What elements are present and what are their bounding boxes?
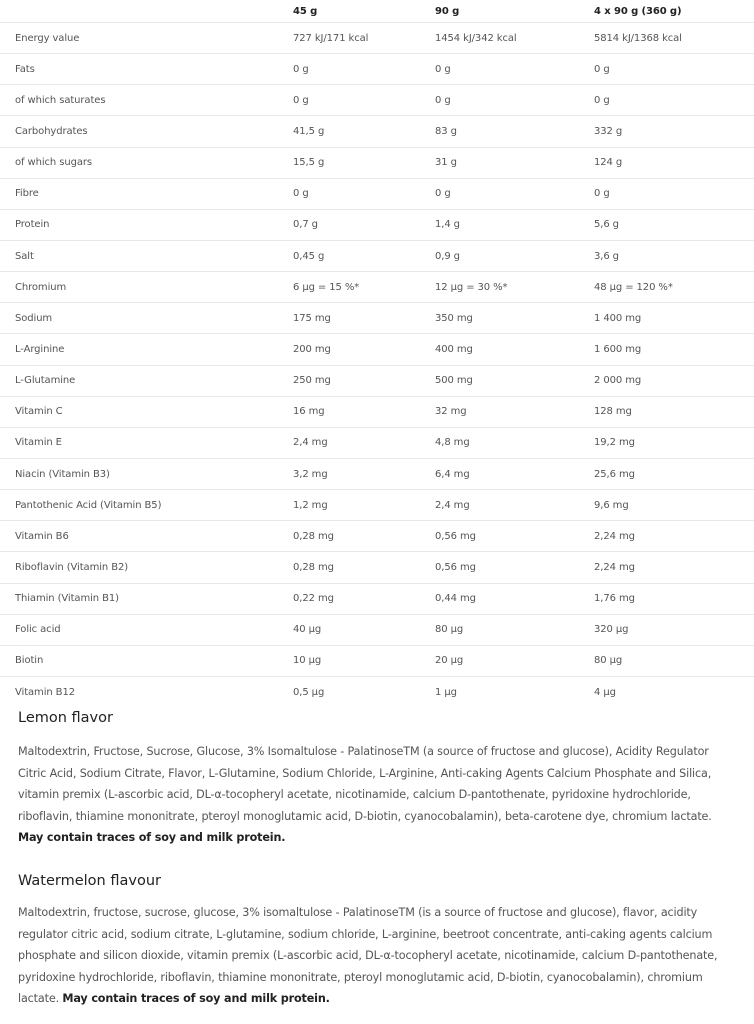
lemon-flavor-title: Lemon flavor	[18, 710, 113, 726]
nutrient-value-cell: 0 g	[435, 94, 451, 106]
nutrient-name-cell: Energy value	[15, 32, 80, 44]
nutrient-value-cell: 40 µg	[293, 624, 322, 636]
table-row	[0, 303, 754, 334]
nutrient-value-cell: 250 mg	[293, 375, 331, 387]
nutrient-value-cell: 0 g	[435, 188, 451, 200]
nutrient-value-cell: 0 g	[594, 63, 610, 75]
nutrient-value-cell: 3,6 g	[594, 250, 619, 262]
nutrient-value-cell: 0,28 mg	[293, 561, 334, 573]
header-cell-90g: 90 g	[435, 5, 460, 17]
nutrient-name-cell: Vitamin E	[15, 437, 62, 449]
nutrient-value-cell: 0,9 g	[435, 250, 460, 262]
nutrient-value-cell: 83 g	[435, 125, 457, 137]
nutrient-value-cell: 12 µg = 30 %*	[435, 281, 508, 293]
header-cell-45g: 45 g	[293, 5, 318, 17]
nutrient-name-cell: Riboflavin (Vitamin B2)	[15, 561, 129, 573]
nutrient-value-cell: 25,6 mg	[594, 468, 635, 480]
nutrient-value-cell: 5814 kJ/1368 kcal	[594, 32, 682, 44]
nutrient-value-cell: 0,44 mg	[435, 593, 476, 605]
nutrient-value-cell: 2,4 mg	[293, 437, 328, 449]
nutrient-value-cell: 124 g	[594, 157, 623, 169]
nutrient-name-cell: Vitamin C	[15, 406, 63, 418]
nutrient-value-cell: 15,5 g	[293, 157, 325, 169]
nutrient-value-cell: 0,56 mg	[435, 530, 476, 542]
nutrient-value-cell: 1454 kJ/342 kcal	[435, 32, 517, 44]
watermelon-allergen-note: May contain traces of soy and milk protein.	[62, 992, 330, 1005]
lemon-ingredients	[18, 741, 740, 849]
nutrient-name-cell: L-Arginine	[15, 343, 65, 355]
nutrient-name-cell: Carbohydrates	[15, 125, 88, 137]
table-row	[0, 521, 754, 552]
table-row	[0, 179, 754, 210]
nutrient-name-cell: L-Glutamine	[15, 375, 76, 387]
nutrient-name-cell: Salt	[15, 250, 34, 262]
nutrient-value-cell: 0,28 mg	[293, 530, 334, 542]
nutrient-value-cell: 500 mg	[435, 375, 473, 387]
header-cell-360g: 4 x 90 g (360 g)	[594, 5, 682, 17]
nutrient-name-cell: Vitamin B6	[15, 530, 69, 542]
watermelon-flavor-title: Watermelon flavour	[18, 873, 161, 889]
nutrient-value-cell: 31 g	[435, 157, 457, 169]
table-row	[0, 272, 754, 303]
nutrient-value-cell: 6 µg = 15 %*	[293, 281, 360, 293]
nutrient-value-cell: 0,22 mg	[293, 593, 334, 605]
nutrient-value-cell: 0,45 g	[293, 250, 325, 262]
nutrient-name-cell: Niacin (Vitamin B3)	[15, 468, 110, 480]
table-header-row	[0, 0, 754, 23]
nutrient-value-cell: 0,5 µg	[293, 687, 325, 699]
nutrient-value-cell: 6,4 mg	[435, 468, 470, 480]
nutrient-name-cell: Chromium	[15, 281, 67, 293]
table-row	[0, 677, 754, 708]
nutrient-value-cell: 2,24 mg	[594, 561, 635, 573]
nutrient-value-cell: 3,2 mg	[293, 468, 328, 480]
nutrient-name-cell: Sodium	[15, 312, 53, 324]
table-row	[0, 366, 754, 397]
nutrient-name-cell: Folic acid	[15, 624, 61, 636]
nutrient-name-cell: of which saturates	[15, 94, 106, 106]
nutrient-value-cell: 4,8 mg	[435, 437, 470, 449]
table-row	[0, 615, 754, 646]
nutrient-value-cell: 400 mg	[435, 343, 473, 355]
nutrient-value-cell: 2 000 mg	[594, 375, 642, 387]
nutrient-name-cell: Fats	[15, 63, 35, 75]
nutrient-value-cell: 1,76 mg	[594, 593, 635, 605]
nutrient-value-cell: 48 µg = 120 %*	[594, 281, 673, 293]
nutrient-value-cell: 19,2 mg	[594, 437, 635, 449]
table-row	[0, 584, 754, 615]
table-body	[0, 23, 754, 708]
table-row	[0, 241, 754, 272]
nutrient-name-cell: Fibre	[15, 188, 39, 200]
nutrient-value-cell: 80 µg	[594, 655, 623, 667]
table-row	[0, 148, 754, 179]
nutrient-value-cell: 1,2 mg	[293, 499, 328, 511]
nutrient-value-cell: 0 g	[293, 63, 309, 75]
lemon-allergen-note: May contain traces of soy and milk protein.	[18, 831, 286, 844]
nutrient-value-cell: 1,4 g	[435, 219, 460, 231]
table-row	[0, 116, 754, 147]
nutrient-value-cell: 175 mg	[293, 312, 331, 324]
table-row	[0, 210, 754, 241]
nutrient-name-cell: Pantothenic Acid (Vitamin B5)	[15, 499, 162, 511]
nutrient-value-cell: 41,5 g	[293, 125, 325, 137]
table-row	[0, 459, 754, 490]
nutrient-value-cell: 320 µg	[594, 624, 629, 636]
nutrient-value-cell: 32 mg	[435, 406, 467, 418]
nutrient-value-cell: 0,56 mg	[435, 561, 476, 573]
nutrient-name-cell: Biotin	[15, 655, 44, 667]
watermelon-ingredients	[18, 902, 740, 1010]
nutrient-name-cell: Thiamin (Vitamin B1)	[15, 593, 119, 605]
lemon-ingredients-text: Maltodextrin, Fructose, Sucrose, Glucose, 3% Isomaltulose - PalatinoseTM (a source of fructose and glucose), Acidity Regulator Citric Acid, Sodium Citrate, Flavor, L-Glutamine, Sodium Chloride, L-Arginine, Anti-caking Agents Calcium Phosphate and Silica, vitamin premix (L-ascorbic acid, DL-α-tocopheryl acetate, nicotinamide, calcium D-pantothenate, pyridoxine hydrochloride, riboflavin, thiamine mononitrate, pteroyl monoglutamic acid, D-biotin, cyanocobalamin), beta-carotene dye, chromium lactate.	[18, 745, 712, 823]
nutrient-name-cell: of which sugars	[15, 157, 92, 169]
nutrient-value-cell: 1 400 mg	[594, 312, 642, 324]
nutrient-value-cell: 0 g	[293, 188, 309, 200]
nutrient-value-cell: 0 g	[435, 63, 451, 75]
nutrient-value-cell: 1 µg	[435, 687, 457, 699]
nutrient-value-cell: 16 mg	[293, 406, 325, 418]
nutrient-value-cell: 2,24 mg	[594, 530, 635, 542]
table-row	[0, 490, 754, 521]
nutrient-value-cell: 80 µg	[435, 624, 464, 636]
nutrient-name-cell: Protein	[15, 219, 50, 231]
watermelon-ingredients-text: Maltodextrin, fructose, sucrose, glucose, 3% isomaltulose - PalatinoseTM (is a source of fructose and glucose), flavor, acidity regulator citric acid, sodium citrate, L-glutamine, sodium chloride, L-arginine, beetroot concentrate, anti-caking agents calcium phosphate and silicon dioxide, vitamin premix (L-ascorbic acid, DL-α-tocopheryl acetate, nicotinamide, calcium D-pantothenate, pyridoxine hydrochloride, riboflavin, thiamine mononitrate, pteroyl monoglutamic acid, D-biotin, cyanocobalamin), chromium lactate.	[18, 906, 718, 1005]
nutrient-value-cell: 727 kJ/171 kcal	[293, 32, 369, 44]
table-row	[0, 397, 754, 428]
table-row	[0, 54, 754, 85]
nutrient-value-cell: 332 g	[594, 125, 623, 137]
nutrient-value-cell: 128 mg	[594, 406, 632, 418]
table-row	[0, 334, 754, 365]
table-row	[0, 428, 754, 459]
nutrient-value-cell: 5,6 g	[594, 219, 619, 231]
nutrient-value-cell: 2,4 mg	[435, 499, 470, 511]
nutrient-name-cell: Vitamin B12	[15, 687, 75, 699]
nutrient-value-cell: 20 µg	[435, 655, 464, 667]
table-row	[0, 552, 754, 583]
nutrient-value-cell: 0,7 g	[293, 219, 318, 231]
nutrient-value-cell: 0 g	[293, 94, 309, 106]
nutrient-value-cell: 0 g	[594, 94, 610, 106]
nutrient-value-cell: 10 µg	[293, 655, 322, 667]
nutrient-value-cell: 1 600 mg	[594, 343, 642, 355]
table-row	[0, 85, 754, 116]
nutrient-value-cell: 0 g	[594, 188, 610, 200]
table-row	[0, 646, 754, 677]
nutrient-value-cell: 4 µg	[594, 687, 616, 699]
nutrient-value-cell: 350 mg	[435, 312, 473, 324]
nutrient-value-cell: 9,6 mg	[594, 499, 629, 511]
table-row	[0, 23, 754, 54]
nutrient-value-cell: 200 mg	[293, 343, 331, 355]
